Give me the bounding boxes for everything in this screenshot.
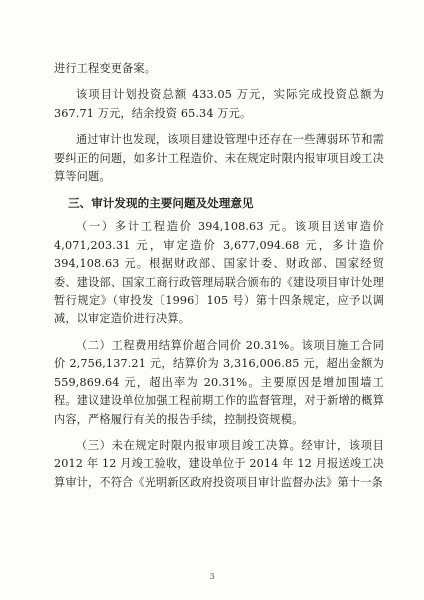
paragraph-issue-overstated-cost: （一）多计工程造价 394,108.63 元。该项目送审造价 4,071,203.31 元，审定造价 3,677,094.68 元，多计造价 394,108.63 元。根据财政部、国家计委、财政部、国家经贸委、建设部、国家工商行政管理局联合颁布的《建设项目审计处理暂行规定》（审投发〔1996〕105 号）第十四条规定，应予以调减，以审定造价进行决算。: [54, 220, 384, 326]
document-body: [54, 60, 384, 500]
paragraph-issue-settlement-exceeds-contract: （二）工程费用结算价超合同价 20.31%。该项目施工合同价 2,756,137.21 元，结算价为 3,316,006.85 元，超出金额为 559,869.64 元，超出率为 20.31%。主要原因是增加围墙工程。建议建设单位加强工程前期工作的监督管理，对于新增的概算内容，严格履行有关的报告手续，控制投资规模。: [54, 338, 384, 426]
paragraph-issue-late-final-accounts: （三）未在规定时限内报审项目竣工决算。经审计，该项目 2012 年 12 月竣工验收，建设单位于 2014 年 12 月报送竣工决算审计，不符合《光明新区政府投资项目审计监督办法》第十一条: [54, 438, 384, 489]
paragraph-investment-summary: 该项目计划投资总额 433.05 万元，实际完成投资总额为 367.71 万元，结余投资 65.34 万元。: [54, 88, 384, 120]
paragraph-change-filing: 进行工程变更备案。: [54, 62, 157, 75]
section-heading-main-issues: 三、审计发现的主要问题及处理意见: [68, 196, 254, 211]
paragraph-audit-findings-intro: 通过审计也发现，该项目建设管理中还存在一些薄弱环节和需要纠正的问题，如多计工程造价、未在规定时限内报审项目竣工决算等问题。: [54, 133, 384, 184]
page-number: 3: [209, 572, 215, 581]
